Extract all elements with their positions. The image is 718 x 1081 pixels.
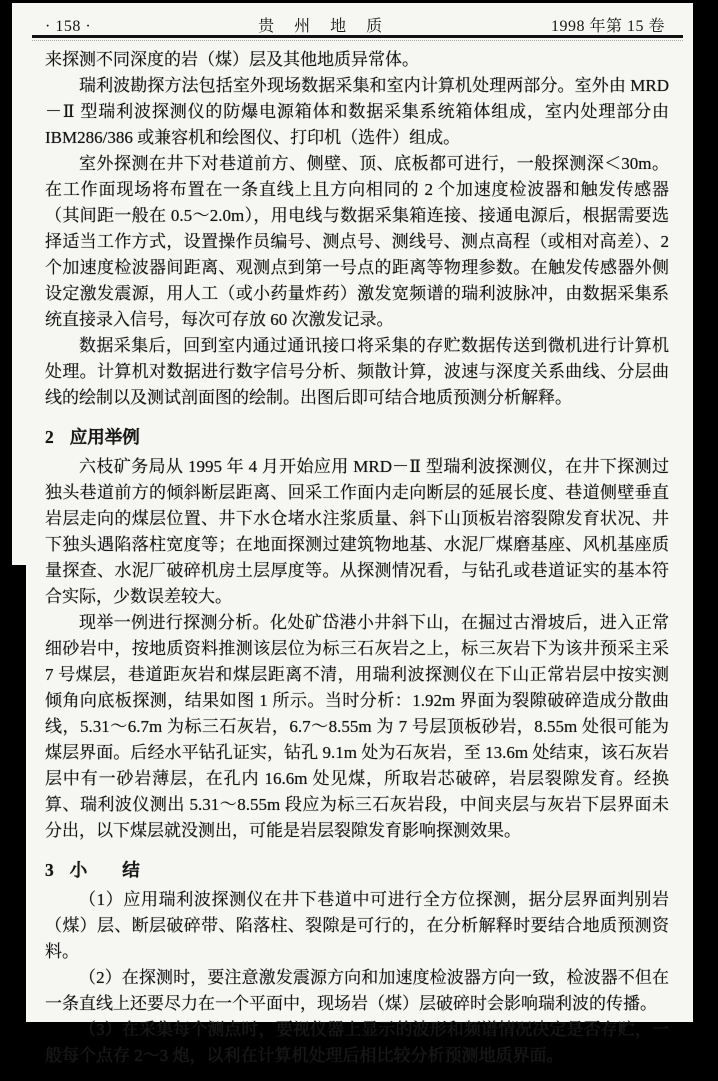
paragraph-method-overview: 瑞利波勘探方法包括室外现场数据采集和室内计算机处理两部分。室外由 MRD－Ⅱ 型瑞利波探测仪的防爆电源箱体和数据采集系统箱体组成，室内处理部分由 IBM286/386 或兼容机和绘图仪、打印机（选件）组成。 — [45, 76, 669, 147]
running-head — [45, 13, 665, 36]
issue-info: 1998 年第 15 卷 — [550, 18, 665, 35]
article-body — [45, 47, 669, 1069]
paragraph-continuation: 来探测不同深度的岩（煤）层及其他地质异常体。 — [45, 50, 419, 69]
scanned-page — [12, 3, 693, 1065]
conclusion-item-1: （1）应用瑞利波探测仪在井下巷道中可进行全方位探测，据分层界面判别岩（煤）层、断层破碎带、陷落柱、裂隙是可行的，在分析解释时要结合地质预测资料。 — [45, 890, 669, 961]
paragraph-field-procedure: 室外探测在井下对巷道前方、侧壁、顶、底板都可进行，一般探测深＜30m。在工作面现场将布置在一条直线上且方向相同的 2 个加速度检波器和触发传感器（其间距一般在 0.5～2.0m），用电线与数据采集箱连接、接通电源后，根据需要选择适当工作方式，设置操作员编号、测点号、测线号、测点高程（或相对高差）、2 个加速度检波器间距离、观测点到第一号点的距离等物理参数。在触发传感器外侧设定激发震源，用人工（或小药量炸药）激发宽频谱的瑞利波脉冲，由数据采集系统直接录入信号，每次可存放 60 次激发记录。 — [45, 154, 669, 329]
page-number: · 158 · — [45, 18, 92, 35]
section-title: 应用举例 — [69, 427, 140, 447]
paragraph-case-study: 现举一例进行探测分析。化处矿岱港小井斜下山，在掘过古滑坡后，进入正常细砂岩中，按地质资料推测该层位为标三石灰岩之上，标三灰岩下为该井预采主采 7 号煤层，巷道距灰岩和煤层距离不清，用瑞利波探测仪在下山正常岩层中按实测倾角向底板探测，结果如图 1 所示。当时分析：1.92m 界面为裂隙破碎造成分散曲线，5.31～6.7m 为标三石灰岩，6.7～8.55m 为 7 号层顶板砂岩，8.55m 处很可能为煤层界面。后经水平钻孔证实，钻孔 9.1m 处为石灰岩，至 13.6m 处结束，该石灰岩层中有一砂岩薄层，在孔内 16.6m 处见煤，所取岩芯破碎，岩层裂隙发育。经换算、瑞利波仪测出 5.31～8.55m 段应为标三石灰岩段，中间夹层与灰岩下层界面未分出，以下煤层就没测出，可能是岩层裂隙发育影响探测效果。 — [45, 613, 669, 840]
paragraph-application-summary: 六枝矿务局从 1995 年 4 月开始应用 MRD－Ⅱ 型瑞利波探测仪，在井下探测过独头巷道前方的倾斜断层距离、回采工作面内走向断层的延展长度、巷道侧壁垂直岩层走向的煤层位置、井下水仓堵水注浆质量、斜下山顶板岩溶裂隙发育状况、井下独头遇陷落柱宽度等；在地面探测过建筑物地基、水泥厂煤磨基座、风机基座质量探查、水泥厂破碎机房土层厚度等。从探测情况看，与钻孔或巷道证实的基本符合实际，少数误差较大。 — [45, 457, 669, 606]
journal-title: 贵 州 地 质 — [258, 18, 385, 35]
paragraph-data-processing: 数据采集后，回到室内通过通讯接口将采集的存贮数据传送到微机进行计算机处理。计算机对数据进行数字信号分析、频散计算，波速与深度关系曲线、分层曲线的绘制以及测试剖面图的绘制。出图后即可结合地质预测分析解释。 — [45, 336, 669, 407]
section-number: 2 — [45, 427, 54, 447]
section-heading-2 — [45, 424, 669, 450]
conclusion-item-2: （2）在探测时，要注意激发震源方向和加速度检波器方向一致，检波器不但在一条直线上还要尽力在一个平面中，现场岩（煤）层破碎时会影响瑞利波的传播。 — [45, 968, 669, 1013]
section-title: 小 结 — [69, 860, 140, 880]
section-number: 3 — [45, 860, 54, 880]
header-rule-shadow — [32, 40, 683, 41]
header-rule — [32, 35, 683, 38]
scanner-edge-artifact — [0, 565, 26, 1022]
conclusion-item-3: （3）在采集每个测点时，要视仪器上显示的波形和频谱情况决定是否存贮，一般每个点存 2～3 炮，以利在计算机处理后相比较分析预测地质界面。 — [45, 1020, 669, 1065]
section-heading-3 — [45, 857, 669, 883]
